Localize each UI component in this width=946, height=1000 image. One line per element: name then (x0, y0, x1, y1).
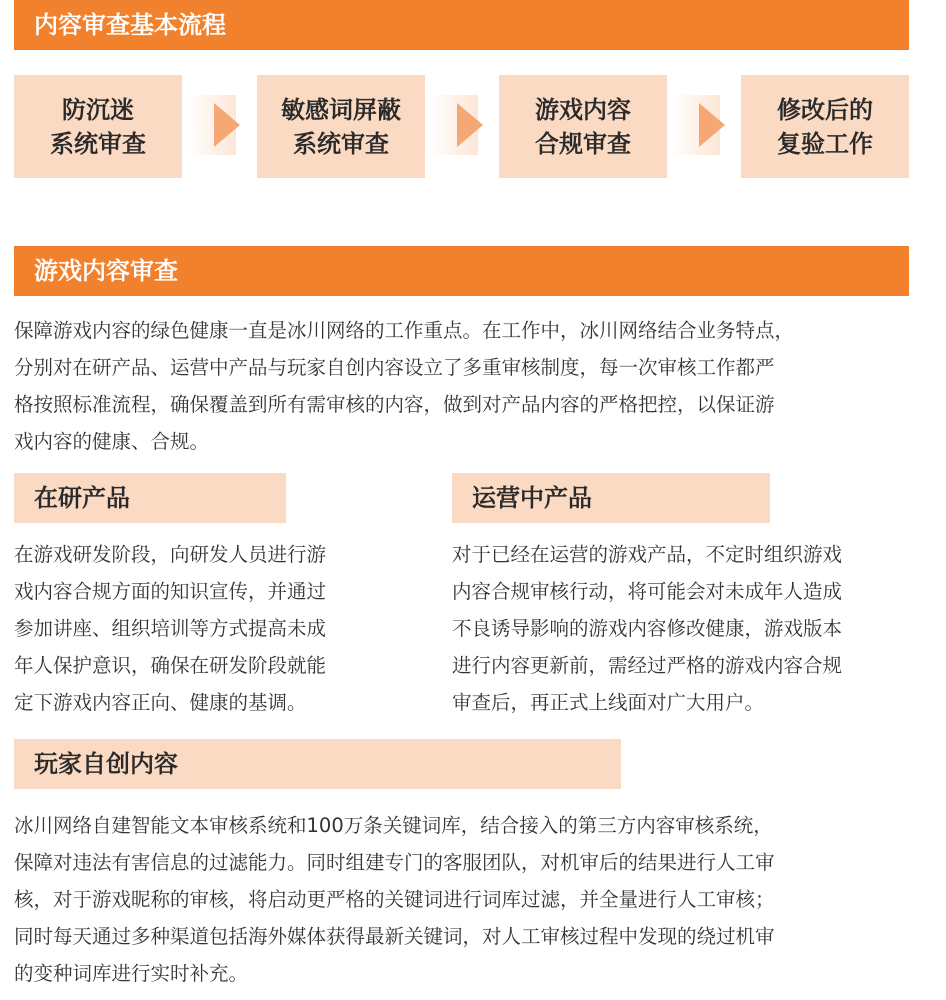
paragraph-line: 审查后，再正式上线面对广大用户。 (452, 691, 765, 714)
paragraph-line: 格按照标准流程，确保覆盖到所有需审核的内容，做到对产品内容的严格把控，以保证游 (14, 393, 775, 416)
subheader-title: 在研产品 (34, 484, 130, 512)
section-title: 游戏内容审查 (34, 257, 178, 285)
flow-step-line2: 系统审查 (293, 129, 389, 158)
paragraph-line: 年人保护意识，确保在研发阶段就能 (14, 654, 327, 677)
arrow-right-icon (214, 103, 240, 147)
section-title: 内容审查基本流程 (34, 11, 226, 39)
paragraph-line: 内容合规审核行动，将可能会对未成年人造成 (452, 580, 843, 603)
arrow-right-icon (699, 103, 725, 147)
paragraph-line: 保障对违法有害信息的过滤能力。同时组建专门的客服团队，对机审后的结果进行人工审 (14, 851, 775, 874)
paragraph-line: 对于已经在运营的游戏产品，不定时组织游戏 (452, 543, 843, 566)
paragraph-line: 戏内容的健康、合规。 (14, 430, 210, 453)
flow-step-line1: 游戏内容 (535, 95, 631, 124)
paragraph-line: 的变种词库进行实时补充。 (14, 962, 249, 985)
flow-step-recheck (741, 75, 909, 178)
subheader-title: 运营中产品 (472, 484, 592, 512)
paragraph-line: 定下游戏内容正向、健康的基调。 (14, 691, 307, 714)
flow-step-line1: 防沉迷 (62, 95, 134, 124)
subheader-title: 玩家自创内容 (34, 750, 178, 778)
player-created-paragraph (14, 807, 934, 992)
flow-step-line2: 合规审查 (535, 129, 631, 158)
flow-step-anti-addiction (14, 75, 182, 178)
in-development-paragraph (14, 536, 424, 721)
operating-paragraph (452, 536, 932, 721)
paragraph-line: 在游戏研发阶段，向研发人员进行游 (14, 543, 327, 566)
paragraph-line: 参加讲座、组织培训等方式提高未成 (14, 617, 327, 640)
subheader-player-created (14, 739, 621, 789)
section-header-game-content-review (14, 246, 909, 296)
flow-step-line2: 系统审查 (50, 129, 146, 158)
flow-step-line1: 敏感词屏蔽 (281, 95, 401, 124)
section-header-review-process (14, 0, 909, 50)
subheader-operating (452, 473, 770, 523)
flow-step-content-compliance (499, 75, 667, 178)
paragraph-line: 分别对在研产品、运营中产品与玩家自创内容设立了多重审核制度，每一次审核工作都严 (14, 356, 775, 379)
arrow-right-icon (457, 103, 483, 147)
paragraph-line: 保障游戏内容的绿色健康一直是冰川网络的工作重点。在工作中，冰川网络结合业务特点， (14, 319, 795, 342)
paragraph-line: 核，对于游戏昵称的审核，将启动更严格的关键词进行词库过滤，并全量进行人工审核； (14, 888, 775, 911)
paragraph-line: 冰川网络自建智能文本审核系统和100万条关键词库，结合接入的第三方内容审核系统， (14, 814, 773, 837)
flow-step-line2: 复验工作 (777, 129, 873, 158)
intro-paragraph (14, 312, 934, 460)
flow-step-line1: 修改后的 (777, 95, 873, 124)
paragraph-line: 不良诱导影响的游戏内容修改健康，游戏版本 (452, 617, 843, 640)
subheader-in-development (14, 473, 286, 523)
paragraph-line: 戏内容合规方面的知识宣传，并通过 (14, 580, 327, 603)
flow-step-sensitive-words (257, 75, 425, 178)
paragraph-line: 同时每天通过多种渠道包括海外媒体获得最新关键词，对人工审核过程中发现的绕过机审 (14, 925, 775, 948)
paragraph-line: 进行内容更新前，需经过严格的游戏内容合规 (452, 654, 843, 677)
